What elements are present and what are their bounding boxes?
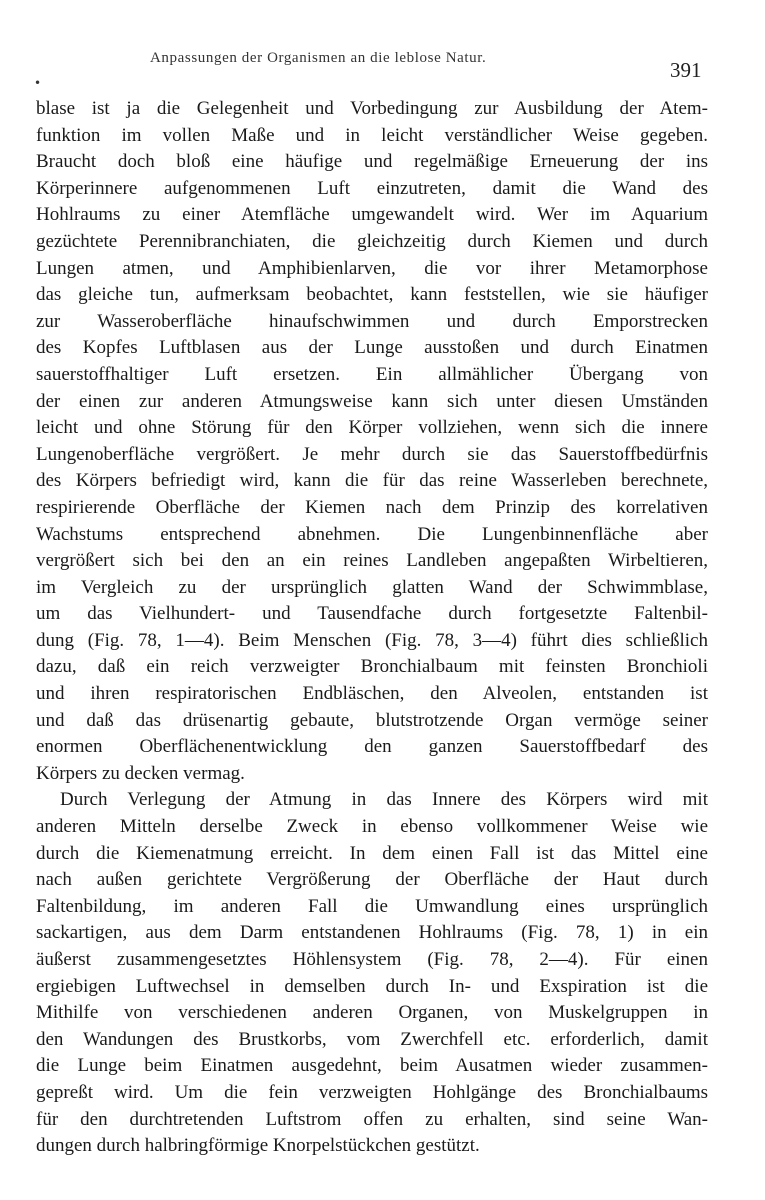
text-line: leicht und ohne Störung für den Körper vollziehen, wenn sich die innere bbox=[36, 417, 708, 439]
text-line: und ihren respiratorischen Endbläschen, den Alveolen, entstanden ist bbox=[36, 683, 708, 705]
text-line: Körpers zu decken vermag. bbox=[36, 762, 245, 784]
text-line: sauerstoffhaltiger Luft ersetzen. Ein allmählicher Übergang von bbox=[36, 363, 708, 385]
text-line: und daß das drüsenartig gebaute, blutstrotzende Organ vermöge seiner bbox=[36, 709, 708, 731]
text-line: Lungenoberfläche vergrößert. Je mehr durch sie das Sauerstoffbedürfnis bbox=[36, 443, 708, 465]
text-line: Lungen atmen, und Amphibienlarven, die vor ihrer Metamorphose bbox=[36, 257, 708, 279]
text-line: dazu, daß ein reich verzweigter Bronchialbaum mit feinsten Bronchioli bbox=[36, 656, 708, 678]
text-line: Faltenbildung, im anderen Fall die Umwandlung eines ursprünglich bbox=[36, 895, 708, 917]
text-line: Körperinnere aufgenommenen Luft einzutreten, damit die Wand des bbox=[36, 177, 708, 199]
text-line: die Lunge beim Einatmen ausgedehnt, beim Ausatmen wieder zusammen- bbox=[36, 1055, 708, 1077]
text-line: Hohlraums zu einer Atemfläche umgewandelt wird. Wer im Aquarium bbox=[36, 204, 708, 226]
text-line: respirierende Oberfläche der Kiemen nach dem Prinzip des korrelativen bbox=[36, 496, 708, 518]
margin-mark: • bbox=[34, 76, 42, 90]
text-line: dung (Fig. 78, 1—4). Beim Menschen (Fig. 78, 3—4) führt dies schließlich bbox=[36, 629, 708, 651]
text-line: des Kopfes Luftblasen aus der Lunge ausstoßen und durch Einatmen bbox=[36, 337, 708, 359]
text-line: äußerst zusammengesetztes Höhlensystem (Fig. 78, 2—4). Für einen bbox=[36, 949, 708, 970]
text-line: vergrößert sich bei den an ein reines Landleben angepaßten Wirbeltieren, bbox=[36, 550, 708, 572]
text-line: Mithilfe von verschiedenen anderen Organen, von Muskelgruppen in bbox=[36, 1002, 708, 1024]
text-line: funktion im vollen Maße und in leicht verständlicher Weise gegeben. bbox=[36, 124, 708, 146]
body-text bbox=[36, 96, 708, 1160]
text-line: Braucht doch bloß eine häufige und regelmäßige Erneuerung der ins bbox=[36, 151, 708, 173]
text-line: zur Wasseroberfläche hinaufschwimmen und durch Emporstrecken bbox=[36, 310, 708, 332]
text-line: durch die Kiemenatmung erreicht. In dem einen Fall ist das Mittel eine bbox=[36, 842, 708, 864]
text-line: der einen zur anderen Atmungsweise kann sich unter diesen Umständen bbox=[36, 390, 708, 412]
text-line: sackartigen, aus dem Darm entstandenen Hohlraums (Fig. 78, 1) in ein bbox=[36, 922, 708, 944]
text-line: enormen Oberflächenentwicklung den ganzen Sauerstoffbedarf des bbox=[36, 736, 708, 758]
text-line: Wachstums entsprechend abnehmen. Die Lungenbinnenfläche aber bbox=[36, 523, 708, 545]
text-line: Durch Verlegung der Atmung in das Innere des Körpers wird mit bbox=[60, 789, 708, 811]
text-line: im Vergleich zu der ursprünglich glatten Wand der Schwimmblase, bbox=[36, 576, 708, 598]
text-line: um das Vielhundert- und Tausendfache durch fortgesetzte Faltenbil- bbox=[36, 603, 708, 625]
running-head: Anpassungen der Organismen an die leblose Natur. bbox=[150, 50, 487, 66]
text-line: ergiebigen Luftwechsel in demselben durch In- und Exspiration ist die bbox=[36, 975, 708, 997]
text-line: den Wandungen des Brustkorbs, vom Zwerchfell etc. erforderlich, damit bbox=[36, 1028, 708, 1050]
text-line: für den durchtretenden Luftstrom offen zu erhalten, sind seine Wan- bbox=[36, 1108, 708, 1130]
text-line: dungen durch halbringförmige Knorpelstückchen gestützt. bbox=[36, 1135, 480, 1157]
text-line: anderen Mitteln derselbe Zweck in ebenso vollkommener Weise wie bbox=[36, 816, 708, 838]
text-line: blase ist ja die Gelegenheit und Vorbedingung zur Ausbildung der Atem- bbox=[36, 98, 708, 119]
text-line: nach außen gerichtete Vergrößerung der Oberfläche der Haut durch bbox=[36, 869, 708, 891]
text-line: gezüchtete Perennibranchiaten, die gleichzeitig durch Kiemen und durch bbox=[36, 230, 708, 252]
text-line: gepreßt wird. Um die fein verzweigten Hohlgänge des Bronchialbaums bbox=[36, 1081, 708, 1103]
text-line: das gleiche tun, aufmerksam beobachtet, kann feststellen, wie sie häufiger bbox=[36, 284, 708, 306]
page-number: 391 bbox=[670, 58, 702, 82]
text-line: des Körpers befriedigt wird, kann die für das reine Wasserleben berechnete, bbox=[36, 470, 708, 492]
